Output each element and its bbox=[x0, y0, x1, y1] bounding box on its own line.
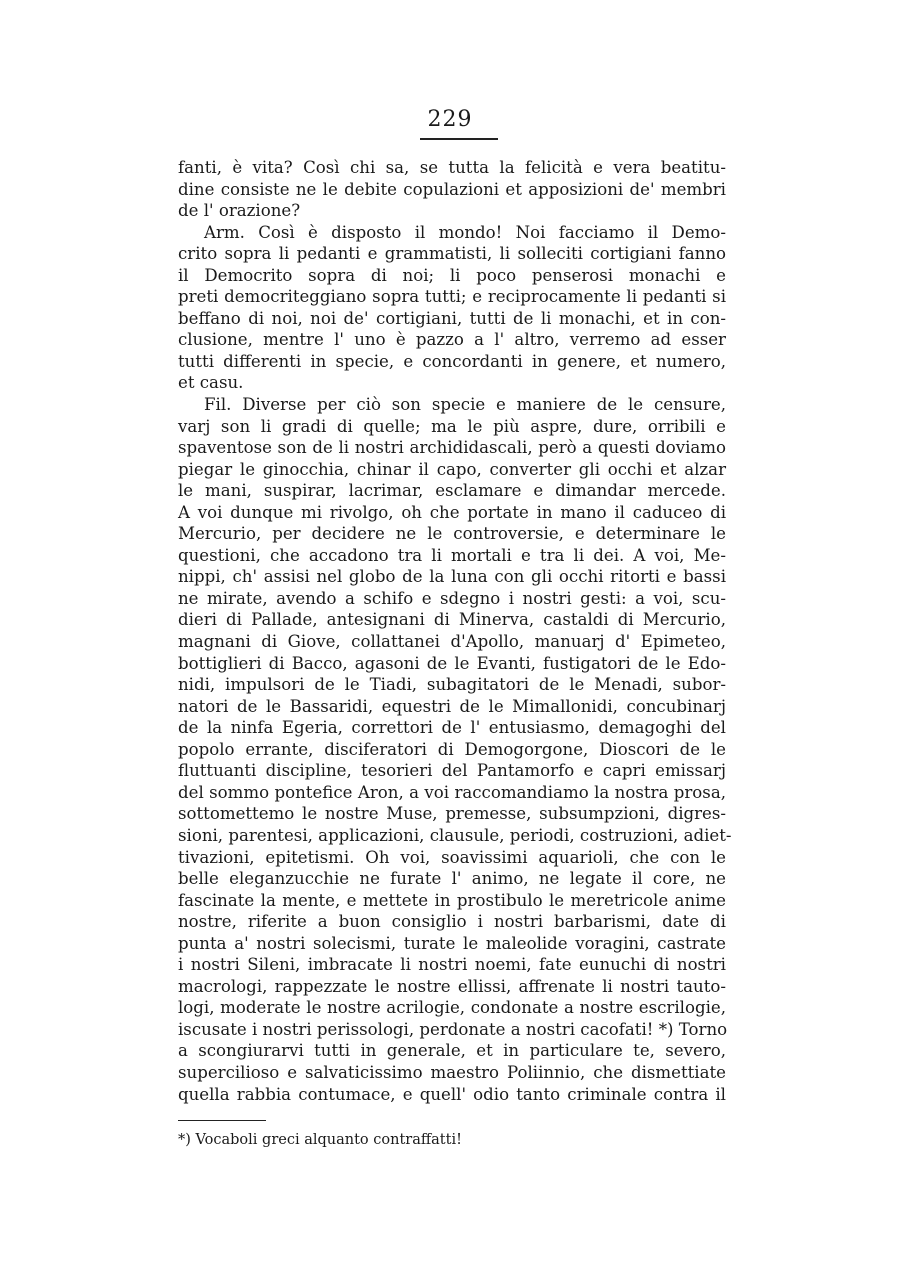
text-line: iscusate i nostri perissologi, perdonate a nostri cacofati! *) Torno bbox=[178, 1019, 728, 1039]
text-line: il Democrito sopra di noi; li poco penserosi monachi e bbox=[178, 265, 726, 285]
text-line: belle eleganzucchie ne furate l' animo, ne legate il core, ne bbox=[178, 869, 726, 889]
text-line: dieri di Pallade, antesignani di Minerva, castaldi di Mercurio, bbox=[178, 610, 726, 630]
text-line: de l' orazione? bbox=[178, 201, 301, 221]
text-line: fluttuanti discipline, tesorieri del Pantamorfo e capri emissarj bbox=[178, 761, 726, 781]
text-line: tivazioni, epitetismi. Oh voi, soavissimi aquarioli, che con le bbox=[178, 847, 726, 867]
text-line: supercilioso e salvaticissimo maestro Poliinnio, che dismettiate bbox=[178, 1062, 726, 1082]
text-line: piegar le ginocchia, chinar il capo, converter gli occhi et alzar bbox=[178, 459, 726, 479]
text-line: et casu. bbox=[178, 373, 244, 393]
text-line: bottiglieri di Bacco, agasoni de le Evanti, fustigatori de le Edo- bbox=[178, 653, 726, 673]
text-line: Mercurio, per decidere ne le controversie, e determinare le bbox=[178, 524, 726, 544]
text-line: beffano di noi, noi de' cortigiani, tutti de li monachi, et in con- bbox=[178, 308, 726, 328]
text-line: sottomettemo le nostre Muse, premesse, subsumpzioni, digres- bbox=[178, 804, 726, 824]
text-line: Arm. Così è disposto il mondo! Noi facciamo il Demo- bbox=[204, 222, 726, 242]
text-line: fanti, è vita? Così chi sa, se tutta la felicità e vera beatitu- bbox=[178, 158, 726, 177]
text-line: popolo errante, disciferatori di Demogorgone, Dioscori de le bbox=[178, 739, 726, 759]
text-line: del sommo pontefice Aron, a voi raccomandiamo la nostra prosa, bbox=[178, 782, 726, 802]
footnote: *) Vocaboli greci alquanto contraffatti! bbox=[178, 1132, 462, 1148]
text-line: magnani di Giove, collattanei d'Apollo, manuarj d' Epimeteo, bbox=[178, 632, 726, 652]
text-line: logi, moderate le nostre acrilogie, condonate a nostre escrilogie, bbox=[178, 998, 726, 1018]
text-line: spaventose son de li nostri archididascali, però a questi doviamo bbox=[178, 438, 726, 458]
text-line: i nostri Sileni, imbracate li nostri noemi, fate eunuchi di nostri bbox=[178, 955, 726, 975]
text-line: ne mirate, avendo a schifo e sdegno i nostri gesti: a voi, scu- bbox=[178, 588, 726, 608]
text-line: Fil. Diverse per ciò son specie e maniere de le censure, bbox=[204, 395, 726, 415]
text-line: fascinate la mente, e mettete in prostibulo le meretricole anime bbox=[178, 890, 726, 910]
text-line: clusione, mentre l' uno è pazzo a l' altro, verremo ad esser bbox=[178, 330, 726, 350]
text-line: sioni, parentesi, applicazioni, clausule, periodi, costruzioni, adiet- bbox=[178, 825, 732, 845]
text-line: nippi, ch' assisi nel globo de la luna con gli occhi ritorti e bassi bbox=[178, 567, 726, 587]
text-line: le mani, suspirar, lacrimar, esclamare e dimandar mercede. bbox=[178, 481, 726, 501]
text-line: de la ninfa Egeria, correttori de l' entusiasmo, demagoghi del bbox=[178, 718, 726, 738]
text-line: preti democriteggiano sopra tutti; e reciprocamente li pedanti si bbox=[178, 287, 726, 307]
text-line: quella rabbia contumace, e quell' odio tanto criminale contra il bbox=[178, 1084, 726, 1104]
text-line: dine consiste ne le debite copulazioni et apposizioni de' membri bbox=[178, 179, 726, 199]
header-rule bbox=[420, 138, 498, 140]
text-line: varj son li gradi di quelle; ma le più aspre, dure, orribili e bbox=[178, 416, 726, 436]
text-line: punta a' nostri solecismi, turate le maleolide voragini, castrate bbox=[178, 933, 726, 953]
text-line: A voi dunque mi rivolgo, oh che portate in mano il caduceo di bbox=[178, 502, 726, 522]
text-line: tutti differenti in specie, e concordanti in genere, et numero, bbox=[178, 351, 726, 371]
text-line: macrologi, rappezzate le nostre ellissi, affrenate li nostri tauto- bbox=[178, 976, 726, 996]
text-line: crito sopra li pedanti e grammatisti, li solleciti cortigiani fanno bbox=[178, 244, 726, 264]
page-number: 229 bbox=[427, 107, 473, 132]
text-line: questioni, che accadono tra li mortali e tra li dei. A voi, Me- bbox=[178, 545, 726, 565]
text-line: nidi, impulsori de le Tiadi, subagitatori de le Menadi, subor- bbox=[178, 675, 726, 695]
body-text bbox=[178, 157, 732, 1105]
text-line: natori de le Bassaridi, equestri de le Mimallonidi, concubinarj bbox=[178, 696, 726, 716]
text-line: nostre, riferite a buon consiglio i nostri barbarismi, date di bbox=[178, 912, 726, 932]
footnote-rule bbox=[178, 1120, 266, 1121]
text-line: a scongiurarvi tutti in generale, et in particulare te, severo, bbox=[178, 1041, 726, 1061]
